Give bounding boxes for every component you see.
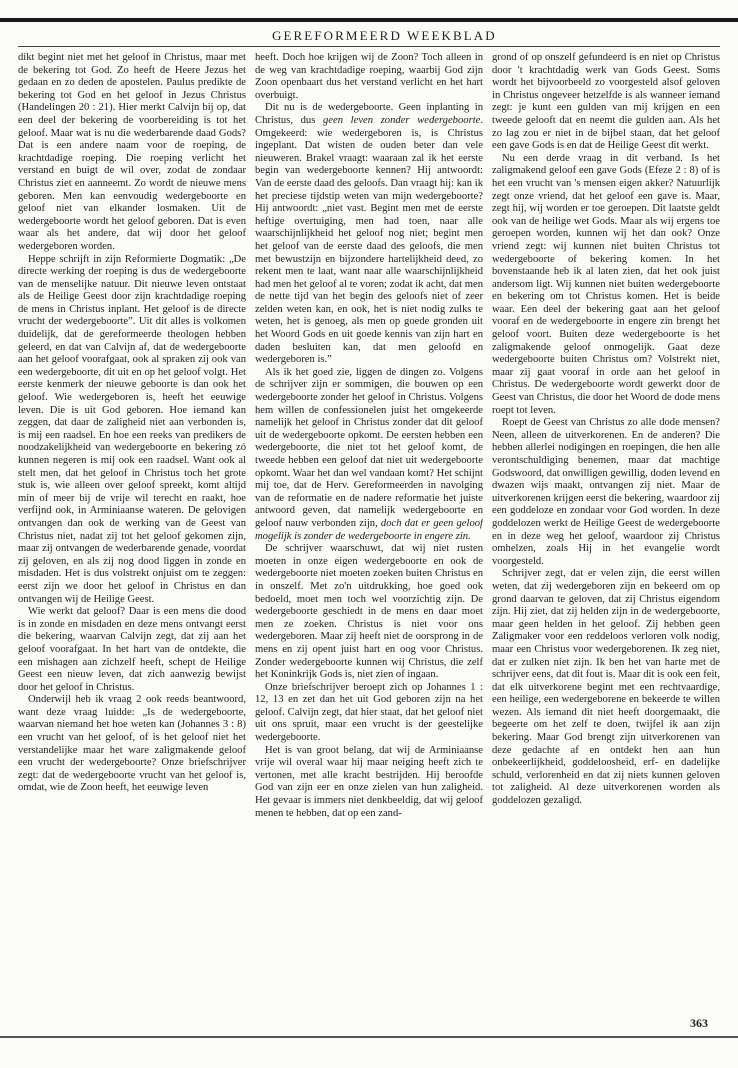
- paragraph: heeft. Doch hoe krijgen wij de Zoon? Toch alleen in de weg van krachtdadige roeping, waarbij God zijn Zoon openbaart dus het verstand verlicht en het hart overbuigt.: [255, 52, 483, 101]
- paragraph: Als ik het goed zie, liggen de dingen zo. Volgens de schrijver zijn er sommigen, die bouwen op een wedergeboorte zonder het geloof in Christus. Volgens hem willen de confessionelen juist het omgekeerde namelijk het geloof in Christus zonder dat dit geloof uit de wedergeboorte opkomt. De eersten hebben een wedergeboorte, die niet tot het geloof komt, de tweede hebben een geloof dat niet uit wedergeboorte opkomt. Waar het dan wel vandaan komt? Het schijnt mij toe, dat de Herv. Gereformeerden in navolging van de reformatie en de nadere reformatie het juiste antwoord geven, dat namelijk wedergeboorte en geloof nauw verbonden zijn, doch dat er geen geloof mogelijk is zonder de wedergeboorte in engere zin.: [255, 366, 483, 542]
- paragraph: Onze briefschrijver beroept zich op Johannes 1 : 12, 13 en zet dan het uit God geboren zijn na het geloof. Calvijn zegt, dat hier staat, dat het geloof niet uit ons spruit, maar een vrucht is der geestelijke wedergeboorte.: [255, 681, 483, 744]
- paragraph: Nu een derde vraag in dit verband. Is het zaligmakend geloof een gave Gods (Efeze 2 : 8) of is het een vrucht van 's mensen eigen akker? Natuurlijk zegt onze vriend, dat het geloof een gave is. Maar, zegt hij, wij worden er toe geroepen. Dit laatste geldt ook van de heilige wet Gods. Maar als wij ergens toe geroepen worden, kunnen wij het dan ook? Onze vriend zegt: wij kunnen niet buiten Christus tot wedergeboorte of bekering komen. In het bovenstaande heb ik al laten zien, dat het ook juist andersom ligt. Wij kunnen niet buiten wedergeboorte en bekering om tot Christus komen. Het is beide waar. Een deel der bekering gaat aan het geloof vooraf en de wedergeboorte in engere zin brengt het geloof voort. Buiten deze wedergeboorte is het zaligmakende geloof onmogelijk. Gaat deze wedergeboorte buiten Christus om? Volstrekt niet, maar zij gaat vooraf in orde aan het geloof in Christus. De wedergeboorte wordt gewerkt door de Geest van Christus, die door het Woord de dode mens roept tot leven.: [492, 152, 720, 416]
- paragraph: Heppe schrijft in zijn Reformierte Dogmatik: „De directe werking der roeping is dus de wedergeboorte van de menselijke natuur. Dit nieuwe leven ontstaat als de Heilige Geest door zijn krachtdadige roeping de mens in Christus inplant. Het geloof is de directe vrucht der wedergeboorte”. Uit dit alles is volkomen duidelijk, dat de gereformeerde theologen hebben geleerd, en dat van Calvijn af, dat de wedergeboorte aan het geloof voorafgaat, ook al spraken zij ook van een wedergeboorte, dit uit en op het geloof volgt. Het eerste kenmerk der nieuwe geboorte is dan ook het geloof. Wie wedergeboren is, heeft het eeuwige leven. Die is uit God geboren. Hoe iemand kan zeggen, dat daar de zaligheid niet aan verbonden is, is mij een raadsel. En hoe een reeks van predikers de noodzakelijkheid van wedergeboorte en bekering zó kunnen negeren is mij ook een raadsel. Want ook al stelt men, dat het geloof in Christus toch het grote stuk is, wie alleen over geloof spreekt, komt altijd min of meer bij de vrije wil terecht en raakt, hoe verfijnd ook, in Arminiaanse wateren. De gelovigen ontvangen dan ook de werking van de Geest van Christus niet, nadat zij tot het geloof gekomen zijn, maar zij ontvangen de wederbarende genade, voordat zij geloven, en als zij nog dood liggen in zonde en misdaden. Het is dus volstrekt onjuist om te zeggen: eerst zijn we door het geloof in Christus en dan ontvangen wij de Heilige Geest.: [18, 253, 246, 605]
- top-rule: [0, 18, 738, 22]
- running-header: GEREFORMEERD WEEKBLAD: [272, 28, 497, 43]
- page-number: 363: [690, 1016, 708, 1030]
- paragraph: dikt begint niet met het geloof in Christus, maar met de bekering tot God. Zo heeft de Heere Jezus het gedaan en zo deden de apostelen. Paulus predikte de bekering tot God en het geloof in Jezus Christus (Handelingen 20 : 21). Hier merkt Calvijn bij op, dat een deel der bekering de voorbereiding is tot het geloof. Maar wat is nu die wederbarende daad Gods? Dat is een andere naam voor de roeping, de krachtdadige roeping. Die roeping verlicht het verstand en buigt de wil over, zodat de zondaar Christus ziet en aanneemt. Zo wordt de nieuwe mens geboren. Men kan eenvoudig wedergeboorte en geloof niet van elkander losmaken. Uit de wedergeboorte wordt het geloof geboren. Dat is even waar als het andere, dat wij door het geloof wedergeboren worden.: [18, 52, 246, 252]
- text-columns: [18, 52, 720, 1012]
- paragraph: De schrijver waarschuwt, dat wij niet rusten moeten in onze eigen wedergeboorte en ook de wedergeboorte niet moeten zoeken buiten Christus en in onszelf. Met zo'n uitdrukking, hoe goed ook bedoeld, moet men toch wel voorzichtig zijn. De wedergeboorte geschiedt in de mens en daar moet men ze zoeken. Christus is niet voor ons wedergeboren. Maar zij heeft niet de oorsprong in de mens en zij opent juist hart en oog voor Christus. Zonder wedergeboorte kunnen wij Christus, die zelf het Koninkrijk Gods is, niet zien of ingaan.: [255, 543, 483, 681]
- paragraph: Dit nu is de wedergeboorte. Geen inplanting in Christus, dus geen leven zonder wedergeboorte. Omgekeerd: wie wedergeboren is, is Christus ingeplant. Dat wisten de ouden beter dan vele nieuweren. Brakel vraagt: waaraan zal ik het eerste begin van wedergeboorte kennen? Hij antwoordt: Van de eerste daad des geloofs. Dan vraagt hij: kan ik het preciese tijdstip weten van mijn wedergeboorte? Hij antwoordt: „niet vast. Begint men met de eerste heftige overtuiging, men had toen, naar alle waarschijnlijkheid het geloof nog niet; begint men het geloof van de eerste daad des geloofs, die men met bewustzijn en bijzondere hartelijkheid deed, zo rekent men te laat, want naar alle waarschijnlijkheid had men het geloof al te voren; zodat ik acht, dat men de nette tijd van het begin des geloofs niet of zeer zelden weten kan, en ook, het is niet nodig zulks te weten, het is genoeg, als men op goede gronden uit het Woord Gods en uit goede kennis van zijn hart en daden besluiten kan, dat men geloofd en wedergeboren is.”: [255, 102, 483, 366]
- column-1: [18, 52, 246, 1012]
- bottom-rule: [0, 1036, 738, 1038]
- column-3: [492, 52, 720, 1012]
- paragraph: Het is van groot belang, dat wij de Arminiaanse vrije wil overal waar hij maar neiging heeft zich te vertonen, met alle kracht bestrijden. Hij beroofde God van zijn eer en onze zielen van hun zaligheid. Het gevaar is immers niet denkbeeldig, dat wij geloof menen te hebben, dat op een zand-: [255, 744, 483, 819]
- paragraph: Schrijver zegt, dat er velen zijn, die eerst willen weten, dat zij wedergeboren zijn en bekeerd om op grond daarvan te geloven, dat zij Christus eigendom zijn. Hij ziet, dat zij helden zijn in de wedergeboorte, maar geen helden in het geloof. Zij hebben geen Zaligmaker voor een reddeloos verloren volk nodig, maar een Christus voor wedergeborenen. Ik zeg niet, dat er zulken niet zijn. Ik ben het van harte met de schrijver eens, dat dit fout is. Maar dit is ook een feit, dat elk uitverkorene begint met een rechtvaardige, een heilige, een wedergeborene en bekeerde te willen wezen. Als iemand dit niet heeft doorgemaakt, die begeerte om het zelf te doen, twijfel ik aan zijn bekering. Maar God brengt zijn uitverkorenen van deze gedachte af en ontdekt hen aan hun onbekeerlijkheid, goddeloosheid, erf- en dadelijke schuld, verlorenheid en dat zij niets kunnen geloven tot zaligheid. Al deze uitverkorenen worden als goddelozen gezaligd.: [492, 568, 720, 807]
- paragraph: Roept de Geest van Christus zo alle dode mensen? Neen, alleen de uitverkorenen. En de anderen? Die hebben allerlei nodigingen en roepingen, die hen alle verontschuldiging benemen, maar dat machtige Godswoord, dat onwilligen gewillig, doden levend en dwazen wijs maakt, ontvangen zij niet. Maar de uitverkorenen krijgen eerst die bekering, waardoor zij een goddeloze en zondaar voor God worden. In deze goddelozen werkt de Heilige Geest de wedergeboorte en in deze weg het geloof, waardoor zij Christus omhelzen, zoals Hij in het evangelie wordt voorgesteld.: [492, 417, 720, 567]
- paragraph: grond of op onszelf gefundeerd is en niet op Christus door 't krachtdadig werk van Gods Geest. Soms wordt het bijvoorbeeld zo voorgesteld alsof geloven in Christus ongeveer hetzelfde is als wanneer iemand zegt: je kunt een gulden van mij krijgen en een tweede gelooft dat en neemt die gulden aan. Als het zo lag zou er niet in de bijbel staan, dat het geloof een gave Gods is en dat de Heilige Geest dit werkt.: [492, 52, 720, 152]
- paragraph: Wie werkt dat geloof? Daar is een mens die dood is in zonde en misdaden en deze mens ontvangt eerst die bekering, waarvan Calvijn zegt, dat zij aan het geloof voorafgaat. In het hart van de ontdekte, die een mishagen aan zichzelf heeft, schept de Heilige Geest een nieuw leven, dat zich aanwezig bewijst door het geloof in Christus.: [18, 606, 246, 693]
- header-rule: [18, 46, 720, 47]
- column-2: [255, 52, 483, 1012]
- paragraph: Onderwijl heb ik vraag 2 ook reeds beantwoord, want deze vraag luidde: „Is de wedergeboorte, waarvan niemand het hoe weten kan (Johannes 3 : 8) een vrucht van het geloof, of is het geloof niet het verstandelijke maar het ware zaligmakende geloof een vrucht der wedergeboorte? Onze briefschrijver zegt: dat de wedergeboorte vrucht van het geloof is, omdat, wie de Zoon heeft, het eeuwige leven: [18, 694, 246, 794]
